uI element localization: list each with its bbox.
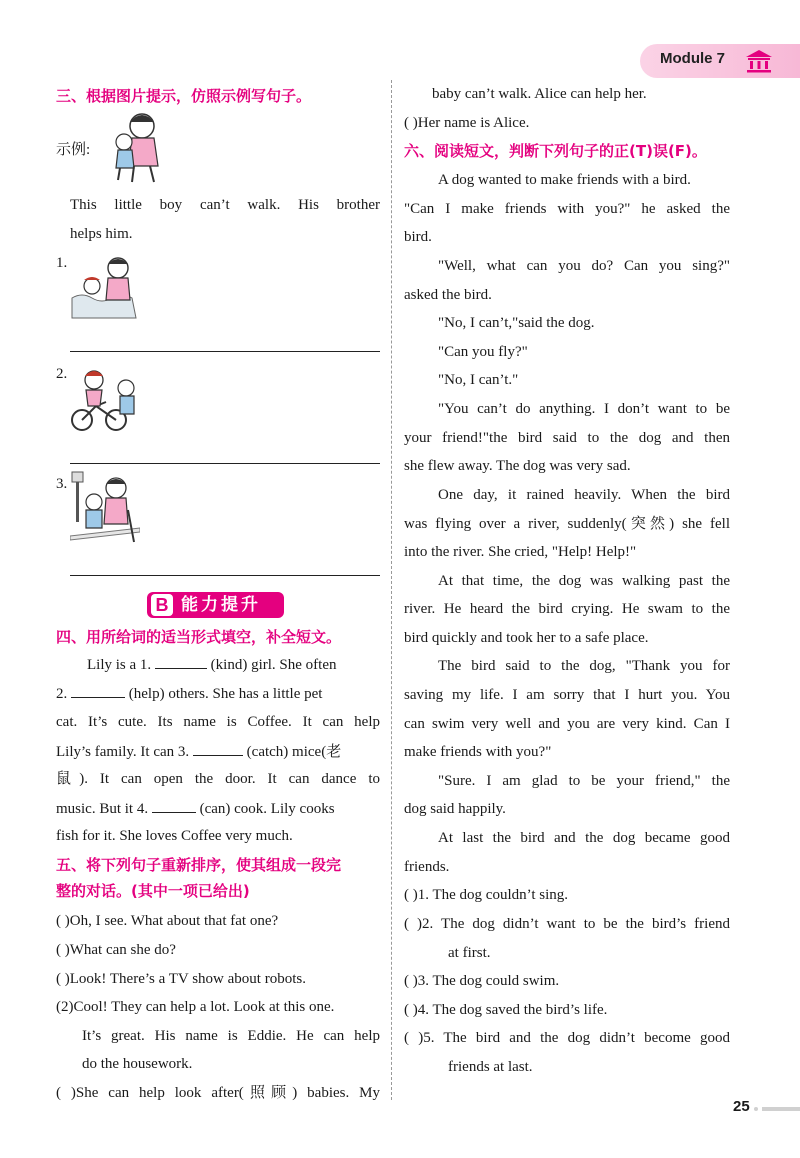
- section5-heading-line2: 整的对话。(其中一项已给出): [56, 882, 250, 900]
- example-label: 示例:: [56, 142, 91, 158]
- passage-line: At that time, the dog was walking past the: [438, 573, 730, 589]
- section5-heading-line1: 五、将下列句子重新排序，使其组成一段完: [56, 856, 342, 874]
- passage-line: "No, I can’t,"said the dog.: [438, 315, 595, 331]
- module-label: Module 7: [660, 50, 726, 67]
- passage-line: At last the bird and the dog became good: [438, 830, 730, 846]
- dialogue-item-given: (2)Cool! They can help a lot. Look at this one.: [56, 999, 335, 1015]
- passage-line: "No, I can’t.": [438, 372, 519, 388]
- passage-line: bird.: [404, 229, 432, 245]
- cloze-line3: cat. It’s cute. Its name is Coffee. It can help: [56, 714, 380, 730]
- dialogue-item-cont: do the housework.: [82, 1056, 193, 1072]
- cloze-text: (catch) mice(老: [246, 744, 342, 760]
- answer-line-2[interactable]: [70, 463, 380, 464]
- cloze-text: (can) cook. Lily cooks: [199, 801, 335, 817]
- passage-line: can swim very well and you are very kind. Can I: [404, 716, 730, 732]
- cloze-text: music. But it 4.: [56, 801, 149, 817]
- passage-line: was flying over a river, suddenly(突然) she fell: [404, 516, 730, 532]
- passage-line: "Can you fly?": [438, 344, 528, 360]
- passage-line: "Sure. I am glad to be your friend," the: [438, 773, 730, 789]
- item-number-1: 1.: [56, 255, 68, 271]
- dialogue-item-cont: It’s great. His name is Eddie. He can help: [82, 1028, 380, 1044]
- cloze-text: 2.: [56, 686, 68, 702]
- dialogue-item[interactable]: ( )Oh, I see. What about that fat one?: [56, 913, 279, 929]
- page-number: 25: [733, 1098, 750, 1115]
- passage-line: bird quickly and took her to a safe place.: [404, 630, 649, 646]
- cloze-text: (help) others. She has a little pet: [128, 686, 323, 702]
- cloze-text: Lily’s family. It can 3.: [56, 744, 190, 760]
- passage-line: asked the bird.: [404, 287, 492, 303]
- blank-2[interactable]: [71, 683, 125, 698]
- cloze-line1: [87, 654, 336, 675]
- passage-line: into the river. She cried, "Help! Help!": [404, 544, 637, 560]
- passage-line: "Well, what can you do? Can you sing?": [438, 258, 730, 274]
- section6-heading: 六、阅读短文，判断下列句子的正(T)误(F)。: [404, 142, 707, 160]
- tf-question-cont: friends at last.: [448, 1059, 533, 1075]
- passage-line: The bird said to the dog, "Thank you for: [438, 658, 730, 674]
- module-tab: [640, 44, 800, 78]
- passage-line: make friends with you?": [404, 744, 552, 760]
- passage-line: One day, it rained heavily. When the bird: [438, 487, 730, 503]
- dialogue-item[interactable]: ( )She can help look after(照顾) babies. My: [56, 1085, 380, 1101]
- passage-line: friends.: [404, 859, 450, 875]
- page-dot: [754, 1107, 758, 1111]
- cloze-line2: [56, 683, 322, 704]
- example-sentence-line1: This little boy can’t walk. His brother: [70, 197, 380, 213]
- passage-line: dog said happily.: [404, 801, 506, 817]
- column-divider: [391, 80, 393, 1100]
- answer-line-1[interactable]: [70, 351, 380, 352]
- tf-question-cont: at first.: [448, 945, 491, 961]
- answer-line-3[interactable]: [70, 575, 380, 576]
- passage-line: your friend!"the bird said to the dog and then: [404, 430, 730, 446]
- item-number-2: 2.: [56, 366, 68, 382]
- dialogue-item-cont: baby can’t walk. Alice can help her.: [432, 86, 647, 102]
- cloze-line4: [56, 741, 341, 762]
- cloze-line5: 鼠). It can open the door. It can dance to: [56, 771, 380, 787]
- passage-line: "Can I make friends with you?" he asked the: [404, 201, 730, 217]
- temple-icon: [744, 48, 774, 74]
- passage-line: river. He heard the bird crying. He swam to the: [404, 601, 730, 617]
- tf-question[interactable]: ( )3. The dog could swim.: [404, 973, 560, 989]
- cloze-text: (kind) girl. She often: [210, 657, 337, 673]
- section4-heading: 四、用所给词的适当形式填空，补全短文。: [56, 628, 342, 646]
- blank-3[interactable]: [193, 741, 243, 756]
- passage-line: "You can’t do anything. I don’t want to be: [438, 401, 730, 417]
- item-number-3: 3.: [56, 476, 68, 492]
- blank-4[interactable]: [152, 798, 196, 813]
- level-letter: B: [151, 594, 173, 616]
- tf-question[interactable]: ( )2. The dog didn’t want to be the bird’s friend: [404, 916, 730, 932]
- swimming-illustration: [70, 254, 140, 322]
- crossing-illustration: [70, 470, 140, 548]
- page-bar: [762, 1107, 800, 1111]
- dialogue-item[interactable]: ( )Look! There’s a TV show about robots.: [56, 971, 306, 987]
- dialogue-item[interactable]: ( )Her name is Alice.: [404, 115, 530, 131]
- tf-question[interactable]: ( )4. The dog saved the bird’s life.: [404, 1002, 608, 1018]
- passage-line: saving my life. I am sorry that I hurt you. You: [404, 687, 730, 703]
- level-title: 能力提升: [181, 595, 261, 615]
- cloze-line7: fish for it. She loves Coffee very much.: [56, 828, 293, 844]
- dialogue-item[interactable]: ( )What can she do?: [56, 942, 176, 958]
- tf-question[interactable]: ( )5. The bird and the dog didn’t become good: [404, 1030, 730, 1046]
- cloze-text: Lily is a 1.: [87, 657, 152, 673]
- passage-line: A dog wanted to make friends with a bird.: [438, 172, 691, 188]
- cloze-line6: [56, 798, 335, 819]
- tf-question[interactable]: ( )1. The dog couldn’t sing.: [404, 887, 569, 903]
- example-sentence-line2: helps him.: [70, 226, 133, 242]
- passage-line: she flew away. The dog was very sad.: [404, 458, 631, 474]
- blank-1[interactable]: [155, 654, 207, 669]
- example-illustration: [102, 108, 168, 184]
- level-badge: [147, 592, 284, 618]
- section3-heading: 三、根据图片提示，仿照示例写句子。: [56, 87, 312, 105]
- bicycle-illustration: [70, 362, 144, 434]
